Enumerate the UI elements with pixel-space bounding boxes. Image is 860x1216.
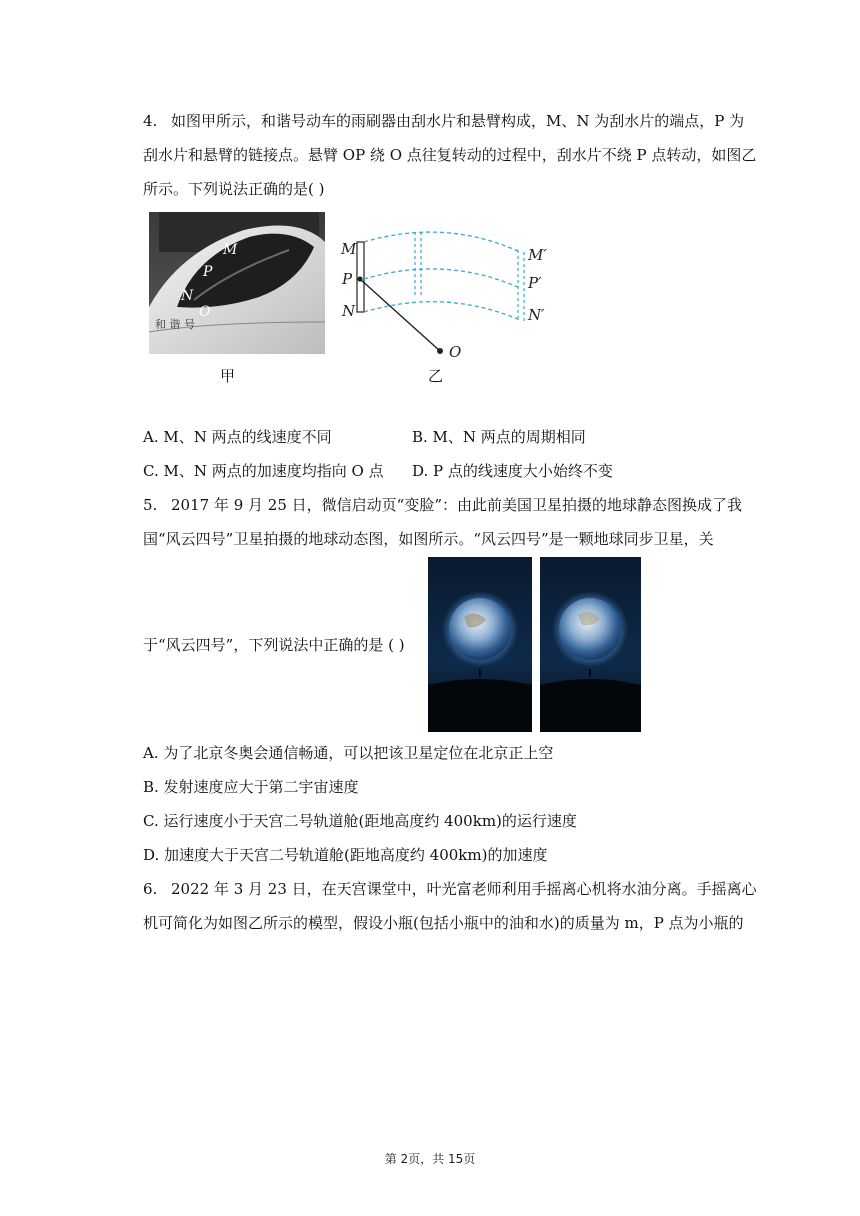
diagram-label-m-prime: M′ bbox=[528, 246, 547, 264]
diagram-label-p-prime: P′ bbox=[528, 274, 542, 292]
photo-label-o: O bbox=[199, 304, 211, 320]
q4-line-1 bbox=[143, 110, 744, 132]
q5-option-b: B. 发射速度应大于第二宇宙速度 bbox=[143, 778, 359, 796]
photo-label-m: M bbox=[223, 242, 238, 258]
diagram-label-n-prime: N′ bbox=[528, 306, 545, 324]
photo-label-n: N bbox=[181, 288, 194, 304]
q5-line-3 bbox=[143, 634, 405, 656]
train-photo bbox=[149, 212, 325, 354]
q5-option-d: D. 加速度大于天宫二号轨道舱(距地高度约 400km)的加速度 bbox=[143, 846, 548, 864]
q4-option-d: D. P 点的线速度大小始终不变 bbox=[412, 462, 613, 480]
q6-line-2 bbox=[143, 912, 744, 934]
earth-images bbox=[428, 557, 641, 732]
wiper-diagram bbox=[335, 230, 565, 390]
q4-line-3 bbox=[143, 178, 324, 200]
q5-line-2 bbox=[143, 528, 714, 550]
photo-train-text: 和 谐 号 bbox=[155, 318, 195, 331]
q6-text-2: 机可简化为如图乙所示的模型，假设小瓶(包括小瓶中的油和水)的质量为 m，P 点为小瓶的 bbox=[143, 914, 744, 932]
q5-number: 5. bbox=[143, 496, 158, 514]
q5-option-a: A. 为了北京冬奥会通信畅通，可以把该卫星定位在北京正上空 bbox=[143, 744, 554, 762]
q6-text-1: 2022 年 3 月 23 日，在天宫课堂中，叶光富老师利用手摇离心机将水油分离。手摇离心 bbox=[171, 880, 757, 898]
q5-line-1 bbox=[143, 494, 742, 516]
q5-text-3: 于“风云四号”，下列说法中正确的是 ( ) bbox=[143, 636, 405, 654]
q4-text-3: 所示。下列说法正确的是( ) bbox=[143, 180, 325, 198]
q5-text-1: 2017 年 9 月 25 日，微信启动页“变脸”：由此前美国卫星拍摄的地球静态图换成了我 bbox=[171, 496, 742, 514]
earth-image-right bbox=[540, 557, 641, 732]
page-footer: 第 2页，共 15页 bbox=[384, 1152, 476, 1166]
q4-text-1: 如图甲所示，和谐号动车的雨刷器由刮水片和悬臂构成，M、N 为刮水片的端点，P 为 bbox=[171, 112, 745, 130]
diagram-label-m: M bbox=[341, 240, 357, 258]
q4-option-c: C. M、N 两点的加速度均指向 O 点 bbox=[143, 462, 384, 480]
q4-line-2 bbox=[143, 144, 756, 166]
photo-label-p: P bbox=[203, 264, 213, 280]
diagram-label-o: O bbox=[449, 343, 462, 361]
q6-number: 6. bbox=[143, 880, 158, 898]
diagram-label-p: P bbox=[342, 270, 353, 288]
diagram-label-n: N bbox=[342, 302, 356, 320]
q6-line-1 bbox=[143, 878, 757, 900]
q4-number: 4. bbox=[143, 112, 158, 130]
q4-text-2: 刮水片和悬臂的链接点。悬臂 OP 绕 O 点往复转动的过程中，刮水片不绕 P 点转动，如图乙 bbox=[143, 146, 757, 164]
fig-caption-yi: 乙 bbox=[428, 367, 444, 385]
q4-option-b: B. M、N 两点的周期相同 bbox=[412, 428, 586, 446]
q5-option-c: C. 运行速度小于天宫二号轨道舱(距地高度约 400km)的运行速度 bbox=[143, 812, 577, 830]
fig-caption-jia: 甲 bbox=[220, 367, 236, 385]
earth-image-left bbox=[428, 557, 532, 732]
q5-text-2: 国“风云四号”卫星拍摄的地球动态图，如图所示。“风云四号”是一颗地球同步卫星，关 bbox=[143, 530, 714, 548]
q4-option-a: A. M、N 两点的线速度不同 bbox=[143, 428, 332, 446]
